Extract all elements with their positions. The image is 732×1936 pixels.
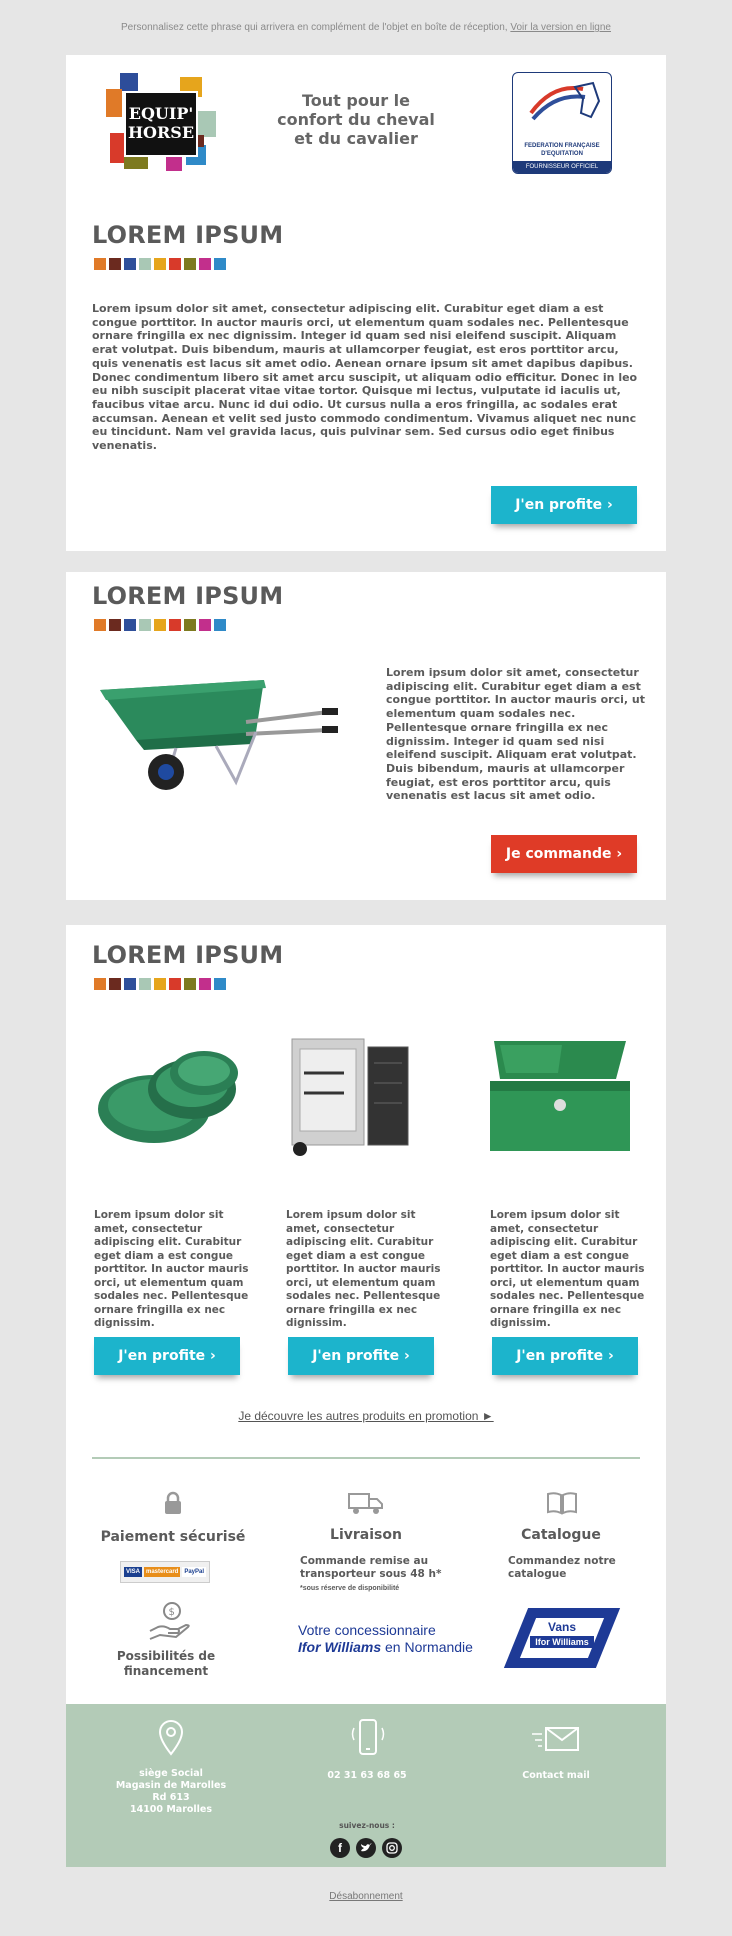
product-1-text: Lorem ipsum dolor sit amet, consectetur adipiscing elit. Curabitur eget diam a est congue porttitor. In auctor mauris orci, ut elementum quam sodales nec. Pellentesque ornare fringilla ex nec dignissim. <box>94 1209 249 1329</box>
ffe-line-2: D'EQUITATION <box>541 151 583 157</box>
dealer-suffix: en Normandie <box>381 1639 473 1655</box>
mail-icon <box>530 1726 580 1754</box>
preheader <box>0 22 732 33</box>
product-2-button[interactable]: J'en profite › <box>288 1337 434 1375</box>
address-line: Rd 613 <box>152 1792 190 1803</box>
lock-icon <box>162 1491 184 1515</box>
footer-contact[interactable]: Contact mail <box>522 1770 590 1781</box>
paypal-icon: PayPal <box>184 1569 205 1575</box>
twitter-icon[interactable] <box>356 1838 376 1858</box>
footer <box>66 1704 666 1867</box>
facebook-icon[interactable]: f <box>330 1838 350 1858</box>
section-2-card <box>66 572 666 900</box>
delivery-title: Livraison <box>330 1527 402 1543</box>
unsubscribe-link[interactable]: Désabonnement <box>329 1891 403 1902</box>
book-icon <box>546 1491 578 1515</box>
delivery-sub: Commande remise au transporteur sous 48 h* <box>300 1555 442 1580</box>
je-commande-button[interactable]: Je commande › <box>491 835 637 873</box>
tagline-line: Tout pour le <box>301 91 411 110</box>
svg-text:$: $ <box>168 1607 175 1618</box>
instagram-icon[interactable] <box>382 1838 402 1858</box>
section-1-title: LOREM IPSUM <box>92 221 284 249</box>
section-3-title: LOREM IPSUM <box>92 941 284 969</box>
catalog-title: Catalogue <box>521 1527 601 1543</box>
phone-icon <box>348 1716 388 1758</box>
payment-cards <box>120 1561 210 1583</box>
product-3-button[interactable]: J'en profite › <box>492 1337 638 1375</box>
color-swatches <box>94 978 226 990</box>
color-swatches <box>94 619 226 631</box>
horse-head-icon <box>513 73 612 137</box>
payment-title: Paiement sécurisé <box>100 1529 246 1545</box>
footer-phone[interactable]: 02 31 63 68 65 <box>327 1770 407 1781</box>
ffe-logo[interactable] <box>512 72 612 174</box>
tagline-line: et du cavalier <box>294 129 418 148</box>
footer-address <box>96 1768 246 1816</box>
section-1-card <box>66 55 666 551</box>
delivery-note: *sous réserve de disponibilité <box>300 1585 400 1592</box>
mastercard-icon: mastercard <box>145 1569 179 1575</box>
logo-line-1: EQUIP' <box>128 104 194 123</box>
section-3-card <box>66 925 666 1705</box>
section-1-body: Lorem ipsum dolor sit amet, consectetur adipiscing elit. Curabitur eget diam a est congue porttitor. In auctor mauris orci, ut elementum quam sodales nec. Pellentesque ornare fringilla ex nec dignissim. Integer id quam sed nisi eleifend suscipit. Aliquam erat volutpat. Duis bibendum, mauris at ullamcorper feugiat, est eros porttitor arcu, quis venenatis est lacus sit amet odio. Aenean ornare ipsum sit amet dapibus dapibus. Donec condimentum libero sit amet arcu suscipit, ut aliquam odio efficitur. Donec in leo eu nibh suscipit placerat vitae vitae tortor. Quisque mi lectus, vulputate id iaculis ut, faucibus vitae arcu. Nunc id dui odio. Ut cursus nulla a eros fringilla, ac sodales erat accumsan. Aenean et velit sed justo commodo condimentum. Vivamus aliquet nec nunc eu tincidunt. Nam vel gravida lacus, quis pulvinar sem. Sed cursus odio eget finibus venenatis. <box>92 302 638 453</box>
product-2-text: Lorem ipsum dolor sit amet, consectetur adipiscing elit. Curabitur eget diam a est congue porttitor. In auctor mauris orci, ut elementum quam sodales nec. Pellentesque ornare fringilla ex nec dignissim. <box>286 1209 441 1329</box>
more-products-link[interactable]: Je découvre les autres produits en promotion ► <box>238 1409 494 1423</box>
storage-chest-image[interactable] <box>486 1033 634 1157</box>
tagline-line: confort du cheval <box>277 110 435 129</box>
address-line: 14100 Marolles <box>129 1804 213 1815</box>
truck-icon <box>348 1491 384 1515</box>
catalog-sub[interactable]: Commandez notre catalogue <box>508 1555 616 1580</box>
badge-ifor: Ifor Williams <box>530 1636 594 1648</box>
ffe-line-3: FOURNISSEUR OFFICIEL <box>513 161 611 173</box>
social-links <box>330 1838 402 1858</box>
divider <box>92 1457 640 1459</box>
address-line: Magasin de Marolles <box>115 1780 227 1791</box>
financing-title: Possibilités de financement <box>116 1649 216 1678</box>
dealer-text[interactable] <box>298 1622 473 1656</box>
preheader-text: Personnalisez cette phrase qui arrivera en complément de l'objet en boîte de réception, <box>121 22 508 33</box>
tack-locker-image[interactable] <box>284 1033 414 1157</box>
badge-vans: Vans <box>547 1620 577 1634</box>
section-2-title: LOREM IPSUM <box>92 582 284 610</box>
logo-line-2: HORSE <box>127 123 195 142</box>
follow-us-label: suivez-nous : <box>339 1821 395 1830</box>
financing-hand-icon <box>148 1601 190 1641</box>
tagline <box>276 91 436 148</box>
location-pin-icon <box>158 1720 184 1756</box>
jen-profite-button[interactable]: J'en profite › <box>491 486 637 524</box>
equip-horse-logo[interactable] <box>106 71 216 171</box>
product-3-text: Lorem ipsum dolor sit amet, consectetur adipiscing elit. Curabitur eget diam a est congue porttitor. In auctor mauris orci, ut elementum quam sodales nec. Pellentesque ornare fringilla ex nec dignissim. <box>490 1209 645 1329</box>
feed-tubs-image[interactable] <box>94 1043 244 1149</box>
section-2-body: Lorem ipsum dolor sit amet, consectetur adipiscing elit. Curabitur eget diam a est congue porttitor. In auctor mauris orci, ut elementum quam sodales nec. Pellentesque ornare fringilla ex nec dignissim. Integer id quam sed nisi eleifend suscipit. Aliquam erat volutpat. Duis bibendum, mauris at ullamcorper feugiat, est eros porttitor arcu, quis venenatis est lacus sit amet odio. <box>386 666 645 803</box>
view-online-link[interactable]: Voir la version en ligne <box>510 22 611 33</box>
color-swatches <box>94 258 226 270</box>
dealer-brand: Ifor Williams <box>298 1639 382 1655</box>
address-line: siège Social <box>139 1768 203 1779</box>
ifor-williams-logo[interactable] <box>510 1602 614 1674</box>
visa-icon: VISA <box>125 1569 140 1575</box>
ffe-line-1: FEDERATION FRANÇAISE <box>524 143 600 149</box>
product-1-button[interactable]: J'en profite › <box>94 1337 240 1375</box>
wheelbarrow-image[interactable] <box>96 672 346 797</box>
dealer-line-1: Votre concessionnaire <box>298 1622 436 1638</box>
